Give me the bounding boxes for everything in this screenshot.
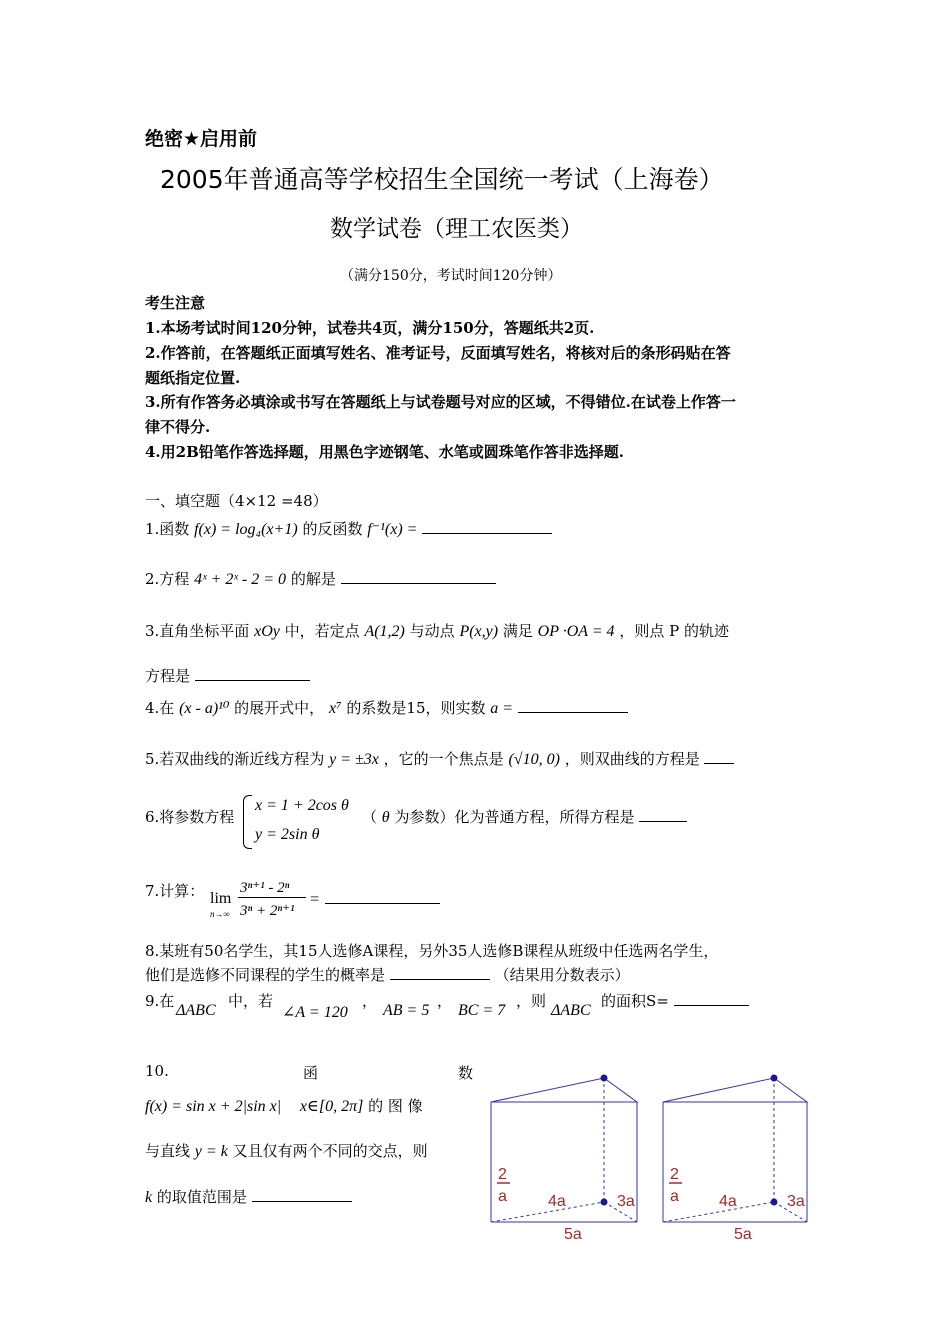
q7-lim-sub: n→∞	[210, 909, 230, 919]
q9-angle: ∠A = 120	[282, 1004, 348, 1021]
q7-equals-line	[309, 890, 440, 909]
label-4a: 4a	[548, 1193, 566, 1210]
question-10-line3	[145, 1186, 352, 1207]
q7-prefix: 7.计算：	[145, 882, 205, 900]
q10-text-1: 的 图 像	[368, 1097, 423, 1115]
q7-equals: =	[309, 891, 320, 908]
q10-han: 函	[303, 1064, 319, 1082]
q10-shu: 数	[458, 1064, 474, 1082]
notice-item-3-line2: 律不得分.	[145, 418, 211, 436]
notice-item-4: 4.用2B铅笔作答选择题，用黑色字迹钢笔、水笔或圆珠笔作答非选择题.	[145, 443, 624, 461]
prism-bottom-vertex	[601, 1199, 608, 1206]
q10-number: 10.	[145, 1062, 169, 1080]
question-10-line1	[145, 1095, 423, 1116]
q3-text-2: 与动点	[409, 622, 455, 640]
q8-text-b: （结果用分数表示）	[494, 966, 630, 984]
q6-theta: θ	[381, 809, 390, 826]
q5-prefix: 5.若双曲线的渐近线方程为	[145, 750, 325, 768]
q7-fraction-bar	[238, 897, 306, 898]
notice-heading: 考生注意	[145, 294, 206, 312]
q1-middle: 的反函数	[302, 520, 363, 538]
q10-text-2: 又且仅有两个不同的交点，则	[232, 1142, 428, 1160]
q9-answer-blank[interactable]	[674, 992, 749, 1006]
section-heading: 一、填空题（4×12 =48）	[145, 492, 328, 510]
prism-bottom-vertex	[771, 1199, 778, 1206]
q4-x7: x⁷	[328, 700, 342, 717]
q9-comma-1: ，	[362, 992, 378, 1010]
q9-ab: AB = 5	[383, 1002, 430, 1019]
q7-numerator: 3ⁿ⁺¹ - 2ⁿ	[240, 880, 290, 896]
q3-point-p: P(x,y)	[459, 623, 499, 640]
q6-answer-blank[interactable]	[639, 808, 687, 822]
question-9-tail	[601, 990, 749, 1011]
q6-eq2: y = 2sin θ	[255, 826, 320, 843]
q6-text-1: （	[362, 808, 378, 826]
q3-answer-blank[interactable]	[195, 667, 310, 681]
q10-text-3: 的取值范围是	[156, 1188, 247, 1206]
notice-item-2-line2: 题纸指定位置.	[145, 369, 241, 387]
q4-text-1: 的展开式中，	[234, 699, 325, 717]
q6-text-2: 为参数）化为普通方程，所得方程是	[394, 808, 635, 826]
q5-asymptote: y = ±3x	[329, 751, 379, 768]
q1-inverse: f⁻¹(x) =	[367, 521, 418, 538]
q4-expr: (x - a)¹⁰	[179, 700, 230, 717]
q1-function: f(x) = log₄(x+1)	[194, 521, 298, 538]
question-3-line2	[145, 665, 310, 686]
q2-prefix: 2.方程	[145, 570, 190, 588]
q8-line1: 8.某班有50名学生，其15人选修A课程，另外35人选修B课程从班级中任选两名学生，	[145, 942, 719, 960]
q3-prefix: 3.直角坐标平面	[145, 622, 250, 640]
q10-answer-blank[interactable]	[252, 1188, 352, 1202]
q1-prefix: 1.函数	[145, 520, 190, 538]
q9-text-3: 的面积S=	[601, 992, 669, 1010]
q5-text-2: ，则双曲线的方程是	[564, 750, 700, 768]
label-2: 2	[498, 1166, 507, 1183]
q1-answer-blank[interactable]	[422, 520, 552, 534]
q2-equation: 4ˣ + 2ˣ - 2 = 0	[194, 571, 287, 588]
q3-text-3: 满足	[502, 622, 533, 640]
prism-figures	[480, 1070, 815, 1250]
q5-focus: (√10, 0)	[508, 751, 560, 768]
q3-xoy: xOy	[254, 623, 280, 640]
subtitle: 数学试卷（理工农医类）	[330, 216, 583, 242]
question-3	[145, 620, 729, 641]
q2-answer-blank[interactable]	[341, 570, 496, 584]
q9-triangle-2: ΔABC	[551, 1002, 591, 1019]
label-a: a	[498, 1188, 507, 1205]
q4-var: a =	[490, 700, 514, 717]
prism-left	[491, 1075, 637, 1244]
question-4	[145, 697, 628, 718]
prism-right	[663, 1075, 807, 1244]
q7-denominator: 3ⁿ + 2ⁿ⁺¹	[240, 903, 295, 919]
q9-prefix: 9.在	[145, 992, 175, 1010]
label-3a: 3a	[617, 1193, 635, 1210]
q10-yk: y = k	[194, 1143, 228, 1160]
q3-point-a: A(1,2)	[364, 623, 405, 640]
secret-label: 绝密★启用前	[145, 128, 258, 150]
q10-domain: x∈[0, 2π]	[299, 1098, 364, 1115]
notice-item-3-line1: 3.所有作答务必填涂或书写在答题纸上与试卷题号对应的区域，不得错位.在试卷上作答一	[145, 393, 736, 411]
q6-prefix: 6.将参数方程	[145, 808, 235, 826]
notice-item-2-line1: 2.作答前，在答题纸正面填写姓名、准考证号，反面填写姓名，将核对后的条形码贴在答	[145, 344, 731, 362]
label-5a: 5a	[564, 1226, 582, 1243]
prism-top-vertex	[771, 1075, 778, 1082]
label-4a: 4a	[719, 1193, 737, 1210]
q3-text-1: 中，若定点	[284, 622, 360, 640]
q9-triangle-1: ΔABC	[176, 1002, 216, 1019]
q6-eq1: x = 1 + 2cos θ	[255, 797, 349, 814]
q9-text-1: 中，若	[228, 992, 274, 1010]
question-10-line2	[145, 1140, 428, 1161]
q3-text-4: ，则点 P 的轨迹	[619, 622, 729, 640]
main-title: 2005年普通高等学校招生全国统一考试（上海卷）	[160, 165, 724, 194]
q3-line2-text: 方程是	[145, 667, 191, 685]
q10-line2-text: 与直线	[145, 1142, 191, 1160]
q8-answer-blank[interactable]	[390, 966, 490, 980]
q10-k: k	[145, 1189, 153, 1206]
q10-function: f(x) = sin x + 2|sin x|	[145, 1098, 282, 1115]
q7-answer-blank[interactable]	[325, 890, 440, 904]
q9-text-2: ，则	[516, 992, 547, 1010]
q9-bc: BC = 7	[458, 1002, 506, 1019]
notice-item-1: 1.本场考试时间120分钟，试卷共4页，满分150分，答题纸共2页.	[145, 319, 595, 337]
prism-top-vertex	[601, 1075, 608, 1082]
question-6-tail	[362, 806, 687, 827]
question-1	[145, 518, 552, 539]
question-8-line2	[145, 964, 630, 985]
q4-answer-blank[interactable]	[518, 699, 628, 713]
label-a: a	[670, 1188, 679, 1205]
prism-left-top	[491, 1078, 637, 1102]
label-2: 2	[670, 1166, 679, 1183]
q3-condition: OP ·OA = 4	[537, 623, 615, 640]
label-5a: 5a	[734, 1226, 752, 1243]
q5-answer-blank[interactable]	[704, 750, 734, 764]
score-time: （满分150分，考试时间120分钟）	[340, 268, 562, 284]
prism-top	[663, 1078, 807, 1102]
q8-text-a: 他们是选修不同课程的学生的概率是	[145, 966, 386, 984]
question-2	[145, 568, 496, 589]
q6-brace	[243, 795, 252, 849]
q4-text-2: 的系数是15，则实数	[346, 699, 486, 717]
question-5	[145, 748, 734, 769]
label-3a: 3a	[787, 1193, 805, 1210]
q5-text-1: ，它的一个焦点是	[383, 750, 504, 768]
q7-lim: lim	[210, 890, 232, 907]
q2-suffix: 的解是	[290, 570, 336, 588]
q9-comma-2: ，	[437, 992, 453, 1010]
q4-prefix: 4.在	[145, 699, 175, 717]
